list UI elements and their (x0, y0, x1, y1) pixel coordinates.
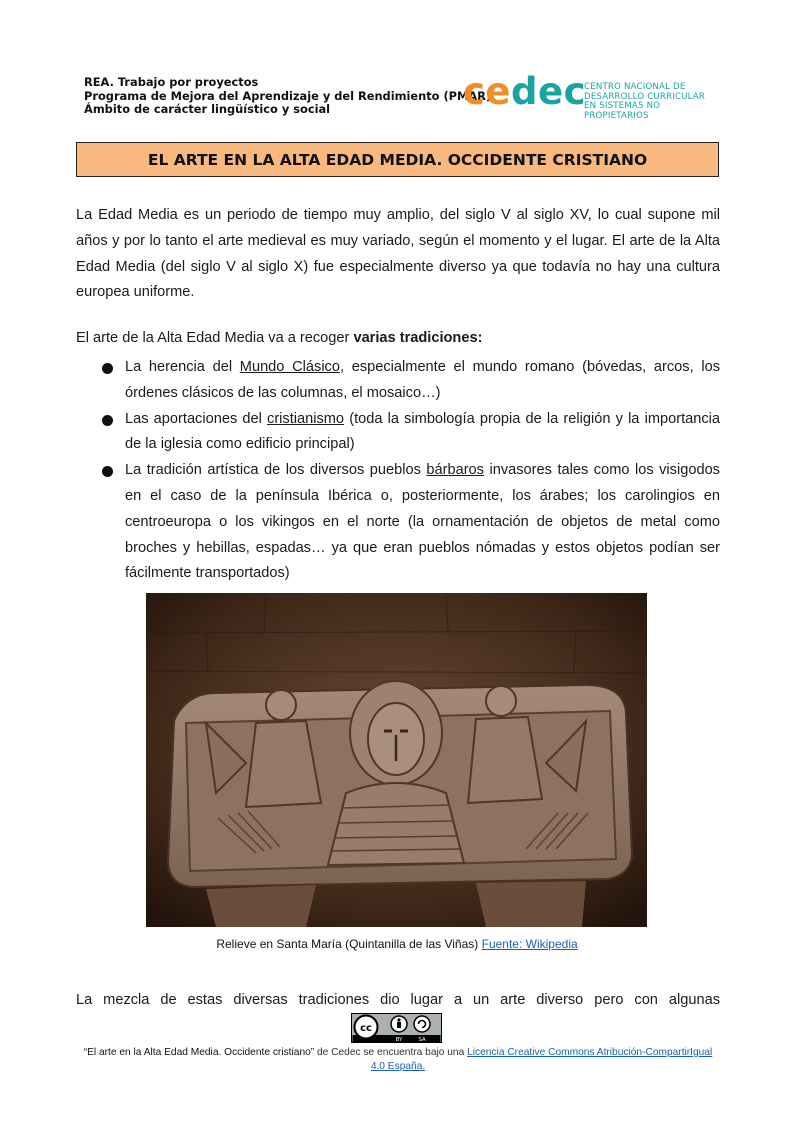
figure-caption (0, 937, 794, 951)
relief-illustration (146, 593, 647, 927)
list-item (100, 355, 720, 407)
footer-mid-text: de Cedec se encuentra bajo una (314, 1047, 468, 1058)
traditions-intro-text: El arte de la Alta Edad Media va a recoger (76, 330, 354, 346)
list-item-text-before: Las aportaciones del (125, 410, 268, 427)
license-link[interactable]: Licencia Creative Commons Atribución-CompartirIgual 4.0 España. (370, 1047, 713, 1072)
svg-text:cc: cc (360, 1023, 372, 1034)
traditions-intro (76, 330, 482, 346)
bottom-paragraph: La mezcla de estas diversas tradiciones dio lugar a un arte diverso pero con algunas (76, 992, 720, 1008)
header-line-project: REA. Trabajo por proyectos (84, 75, 259, 89)
header-line-scope: Ámbito de carácter lingüístico y social (84, 102, 331, 117)
bullet-icon (102, 415, 113, 426)
cedec-logo (463, 70, 723, 121)
traditions-intro-bold: varias tradiciones: (353, 330, 483, 346)
bullet-icon (102, 466, 113, 477)
relief-photo (146, 593, 647, 927)
bullet-icon (102, 363, 113, 374)
link-cristianismo[interactable]: cristianismo (267, 410, 345, 427)
intro-paragraph: La Edad Media es un periodo de tiempo muy amplio, del siglo V al siglo XV, lo cual supone mil años y por lo tanto el arte medieval es muy variado, según el momento y el lugar. El arte de la Alta Edad Media (del siglo V al siglo X) fue especialmente diverso ya que todavía no hay una cultura europea uniforme. (76, 207, 720, 301)
document-header (84, 76, 491, 117)
cc-by-sa-badge (351, 1013, 442, 1043)
logo-sub-line3: EN SISTEMAS NO PROPIETARIOS (584, 101, 661, 121)
list-item-text-before: La herencia del (125, 359, 240, 375)
license-footer (76, 1046, 720, 1074)
logo-word-part1: ce (463, 70, 512, 113)
link-mundo-clasico[interactable]: Mundo Clásico (239, 359, 340, 375)
logo-sub-line1: CENTRO NACIONAL DE (584, 82, 686, 92)
creative-commons-icon (351, 1013, 442, 1043)
header-line-program: Programa de Mejora del Aprendizaje y del Rendimiento (PMAR) (84, 88, 492, 103)
traditions-list (100, 355, 720, 587)
list-item-text-after: invasores tales como los visigodos en el caso de la península Ibérica o, posteriormente, los árabes; los carolingios en centroeuropa o los vikingos en el norte (la ornamentación de objetos de metal como broches y hebillas, espadas… ya que eran pueblos nómadas y estos objetos podían ser fácilmente transportados) (125, 462, 720, 582)
figure-caption-text: Relieve en Santa María (Quintanilla de las Viñas) (216, 937, 482, 951)
list-item (100, 407, 720, 459)
wikipedia-source-link[interactable]: Fuente: Wikipedia (481, 937, 578, 951)
footer-work-title: “El arte en la Alta Edad Media. Occidente cristiano” (83, 1047, 315, 1058)
cc-by-label: BY (395, 1037, 403, 1043)
list-item-text-before: La tradición artística de los diversos pueblos (125, 462, 427, 479)
list-item-text-after: , especialmente el mundo romano (bóvedas, arcos, los órdenes clásicos de las columnas, el mosaico…) (125, 359, 720, 401)
logo-word-part2: dec (511, 70, 587, 113)
list-item-text-after: (toda la simbología propia de la religión y la importancia de la iglesia como edificio principal) (125, 410, 721, 453)
logo-sub-line2: DESARROLLO CURRICULAR (584, 91, 706, 102)
cedec-logo-word (463, 70, 586, 113)
cc-sa-label: SA (418, 1037, 426, 1043)
cedec-logo-subtitle (584, 83, 723, 121)
list-item (100, 458, 720, 587)
link-barbaros[interactable]: bárbaros (426, 462, 484, 479)
page-title: EL ARTE EN LA ALTA EDAD MEDIA. OCCIDENTE CRISTIANO (76, 142, 719, 177)
